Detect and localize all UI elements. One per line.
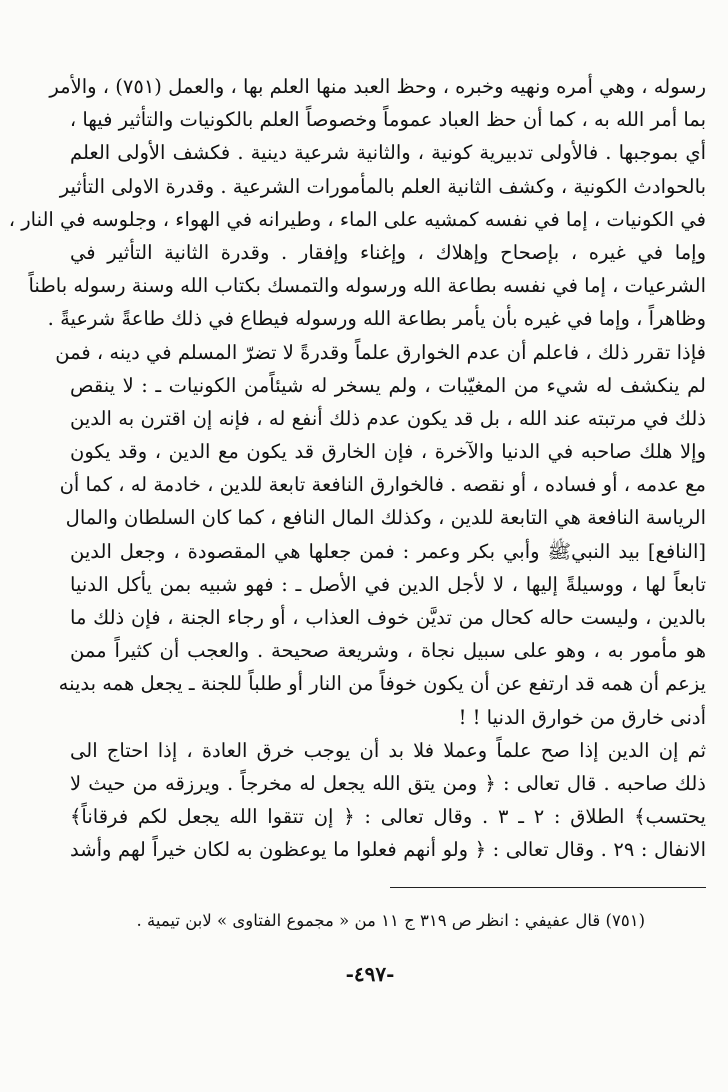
footnote-divider [390,887,706,888]
text-line: بالحوادث الكونية ، وكشف الثانية العلم بالمأمورات الشرعية . وقدرة الاولى التأثير [59,174,706,198]
text-line: وإلا هلك صاحبه في الدنيا والآخرة ، فإن الخارق قد يكون مع الدين ، وقد يكون [70,440,706,464]
text-line: الانفال : ٢٩ . وقال تعالى : ﴿ ولو أنهم فعلوا ما يوعظون به لكان خيراً لهم وأشد [70,838,706,862]
footnote: (٧٥١) قال عفيفي : انظر ص ٣١٩ ج ١١ من « مجموع الفتاوى » لابن تيمية . [136,911,645,930]
text-line: رسوله ، وهي أمره ونهيه وخبره ، وحظ العبد منها العلم بها ، والعمل (٧٥١) ، والأمر [49,75,706,98]
page-number: -٤٩٧- [345,962,395,986]
text-line: الرياسة النافعة هي التابعة للدين ، وكذلك المال النافع ، كما كان السلطان والمال [65,506,706,530]
text-line: هو مأمور به ، وهو على سبيل نجاة ، وشريعة صحيحة . والعجب أن كثيراً ممن [70,639,706,663]
text-line: تابعاً لها ، ووسيلةً إليها ، لا لأجل الدين في الأصل ـ : فهو شبيه بمن يأكل الدنيا [70,572,706,596]
text-line: لم ينكشف له شيء من المغيّبات ، ولم يسخر له شيئاًمن الكونيات ـ : لا ينقص [70,373,706,397]
text-line: ذلك صاحبه . قال تعالى : ﴿ ومن يتق الله يجعل له مخرجاً . ويرزقه من حيث لا [70,771,706,795]
text-line: وظاهراً ، وإما في غيره بأن يأمر بطاعة الله ورسوله فيطاع في ذلك طاعةً شرعيةً . [47,307,706,331]
text-line: في الكونيات ، إما في نفسه كمشيه على الماء ، وطيرانه في الهواء ، وجلوسه في النار ، [8,207,706,231]
text-line: أي بموجبها . فالأولى تدبيرية كونية ، والثانية شرعية دينية . فكشف الأولى العلم [70,141,706,165]
main-text [8,70,706,867]
text-line: أدنى خارق من خوارق الدنيا ! ! [458,705,706,729]
text-line: [النافع] بيد النبيﷺ وأبي بكر وعمر : فمن جعلها هي المقصودة ، وجعل الدين [70,539,706,563]
text-line: يزعم أن همه قد ارتفع عن أن يكون خوفاً من النار أو طلباً للجنة ـ يجعل همه بدينه [58,672,706,696]
text-line: بالدين ، وليست حاله كحال من تديَّن خوف العذاب ، أو رجاء الجنة ، فإن ذلك ما [70,606,706,629]
text-line: وإما في غيره ، بإصحاح وإهلاك ، وإغناء وإفقار . وقدرة الثانية التأثير في [70,240,706,264]
text-line: مع عدمه ، أو فساده ، أو نقصه . فالخوارق النافعة تابعة للدين ، خادمة له ، كما أن [59,473,706,497]
text-line: يحتسب﴾ الطلاق : ٢ ـ ٣ . وقال تعالى : ﴿ إن تتقوا الله يجعل لكم فرقاناً﴾ [70,805,706,829]
text-line: ثم إن الدين إذا صح علماً وعملا فلا بد أن يوجب خرق العادة ، إذا احتاج الى [70,738,706,762]
text-line: بما أمر الله به ، كما أن حظ العباد عموماً وخصوصاً العلم بالكونيات والتأثير فيها ، [69,108,706,132]
text-line: فإذا تقرر ذلك ، فاعلم أن عدم الخوارق علماً وقدرةً لا تضرّ المسلم في دينه ، فمن [55,340,706,364]
text-line: ذلك في مرتبته عند الله ، بل قد يكون عدم ذلك أنفع له ، فإنه إن اقترن به الدين [70,406,706,430]
text-line: الشرعيات ، إما في نفسه بطاعة الله ورسوله والتمسك بكتاب الله وسنة رسوله باطناً [28,274,706,298]
